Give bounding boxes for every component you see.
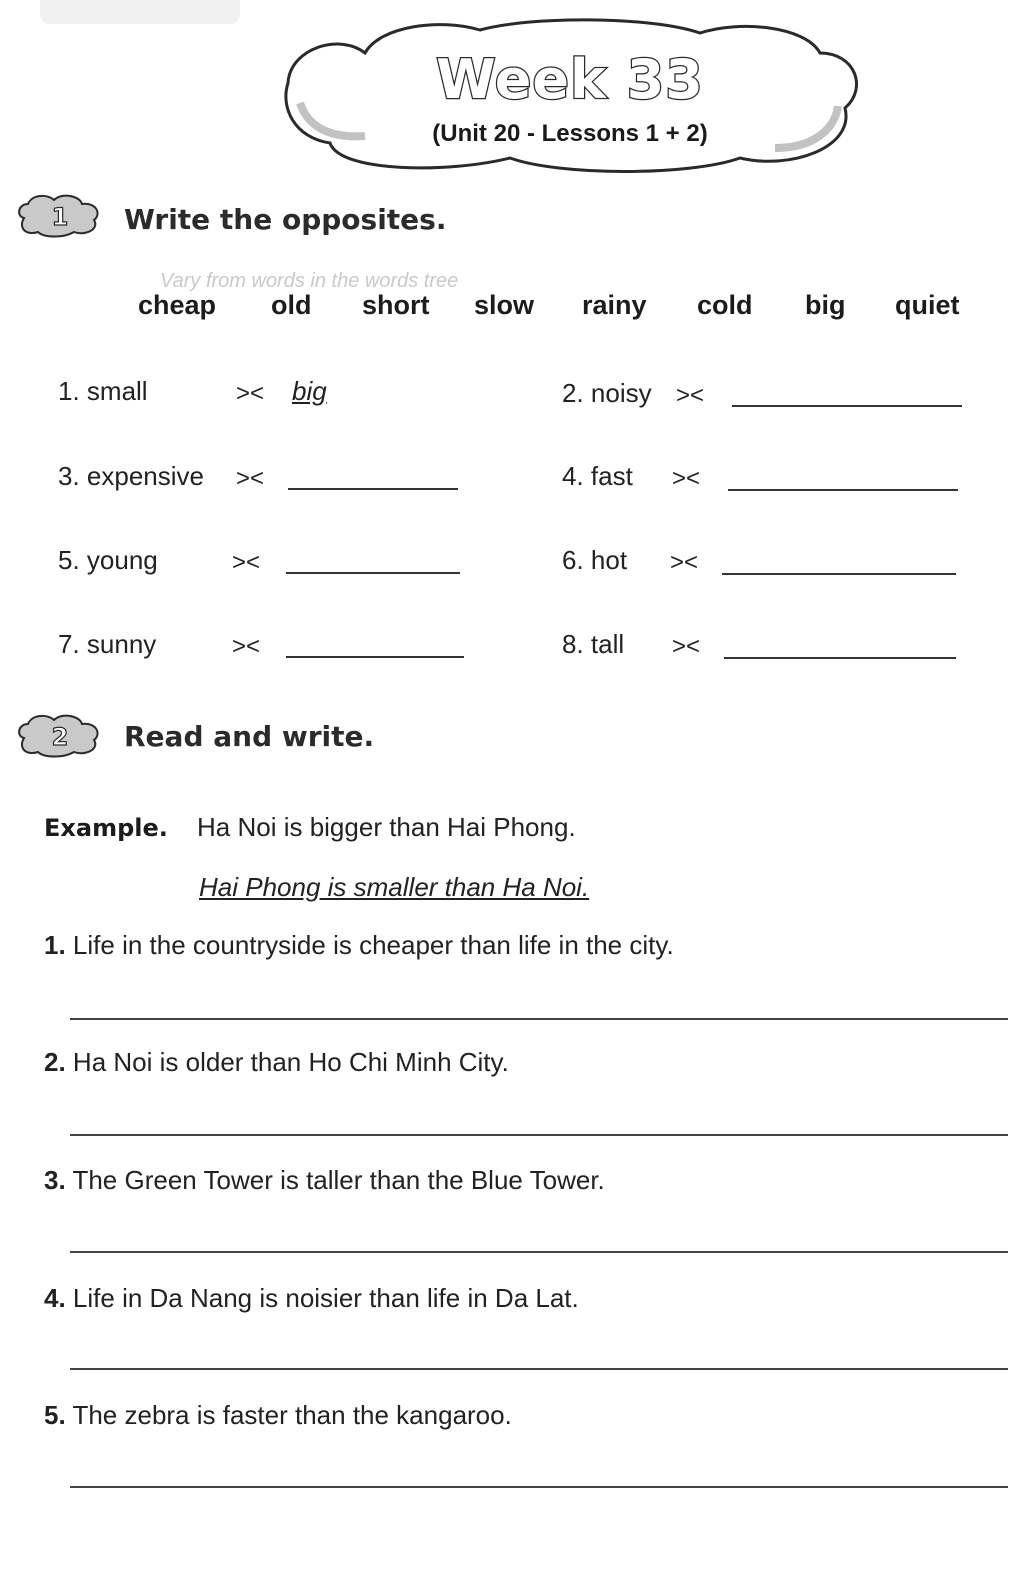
unit-subtitle: (Unit 20 - Lessons 1 + 2) xyxy=(432,120,708,147)
word-bank-item: rainy xyxy=(582,290,647,320)
section-1-badge xyxy=(14,192,104,238)
sentence-text: Life in the countryside is cheaper than life in the city. xyxy=(72,930,674,960)
example-label: Example. xyxy=(44,814,168,842)
opposite-item-label: 4. fast xyxy=(562,461,633,491)
opposite-answer: big xyxy=(292,376,327,406)
opposite-symbol: >< xyxy=(672,633,701,660)
answer-line[interactable] xyxy=(286,572,460,574)
sentence-number: 4. xyxy=(44,1283,66,1313)
section-2-badge xyxy=(14,712,104,758)
opposite-symbol: >< xyxy=(676,382,705,409)
section-1-number: 1 xyxy=(51,203,69,231)
example-sentence: Ha Noi is bigger than Hai Phong. xyxy=(197,812,576,842)
faint-bleed-text: Vary from words in the words tree xyxy=(160,270,459,292)
opposite-item-label: 7. sunny xyxy=(58,629,157,659)
answer-line[interactable] xyxy=(70,1251,1008,1253)
week-title: Week 33 xyxy=(436,48,704,111)
opposite-item-label: 3. expensive xyxy=(58,461,204,491)
sentence-text: The zebra is faster than the kangaroo. xyxy=(72,1400,512,1430)
word-bank-item: short xyxy=(362,290,430,320)
section-2-instruction: Read and write. xyxy=(124,720,375,753)
word-bank-item: quiet xyxy=(895,290,960,320)
word-bank-item: old xyxy=(271,290,312,320)
sentence-number: 1. xyxy=(44,930,66,960)
sentence-text: Ha Noi is older than Ho Chi Minh City. xyxy=(72,1047,509,1077)
sentence-item xyxy=(44,1400,512,1431)
word-bank-item: big xyxy=(805,290,846,320)
answer-line[interactable] xyxy=(70,1134,1008,1136)
opposite-item-label: 8. tall xyxy=(562,629,625,659)
answer-line[interactable] xyxy=(722,573,956,575)
section-1-instruction: Write the opposites. xyxy=(124,203,447,236)
answer-line[interactable] xyxy=(70,1018,1008,1020)
opposite-item-label: 5. young xyxy=(58,545,158,575)
sentence-number: 2. xyxy=(44,1047,66,1077)
sentence-item xyxy=(44,930,674,961)
answer-line[interactable] xyxy=(724,657,956,659)
sentence-item xyxy=(44,1283,579,1314)
opposite-symbol: >< xyxy=(236,465,265,492)
opposite-item-label: 2. noisy xyxy=(562,378,652,408)
cloud-badge-icon xyxy=(14,712,104,758)
week-header-cloud xyxy=(270,8,870,183)
answer-line[interactable] xyxy=(286,656,464,658)
opposite-symbol: >< xyxy=(232,549,261,576)
sentence-item xyxy=(44,1165,605,1196)
answer-line[interactable] xyxy=(70,1368,1008,1370)
example-answer: Hai Phong is smaller than Ha Noi. xyxy=(199,872,590,902)
answer-line[interactable] xyxy=(288,488,458,490)
sentence-number: 5. xyxy=(44,1400,66,1430)
opposite-symbol: >< xyxy=(670,549,699,576)
answer-line[interactable] xyxy=(728,489,958,491)
answer-line[interactable] xyxy=(732,405,962,407)
section-2-number: 2 xyxy=(51,723,69,751)
opposite-symbol: >< xyxy=(236,380,265,407)
opposite-symbol: >< xyxy=(672,465,701,492)
top-tab-fragment xyxy=(40,0,240,24)
sentence-number: 3. xyxy=(44,1165,66,1195)
sentence-text: Life in Da Nang is noisier than life in Da Lat. xyxy=(72,1283,579,1313)
word-bank-item: cold xyxy=(697,290,753,320)
cloud-badge-icon xyxy=(14,192,104,238)
opposite-item-label: 1. small xyxy=(58,376,148,406)
answer-line[interactable] xyxy=(70,1486,1008,1488)
opposite-symbol: >< xyxy=(232,633,261,660)
opposite-item-label: 6. hot xyxy=(562,545,628,575)
sentence-text: The Green Tower is taller than the Blue Tower. xyxy=(72,1165,605,1195)
sentence-item xyxy=(44,1047,509,1078)
word-bank-item: cheap xyxy=(138,290,217,320)
word-bank-item: slow xyxy=(474,290,535,320)
